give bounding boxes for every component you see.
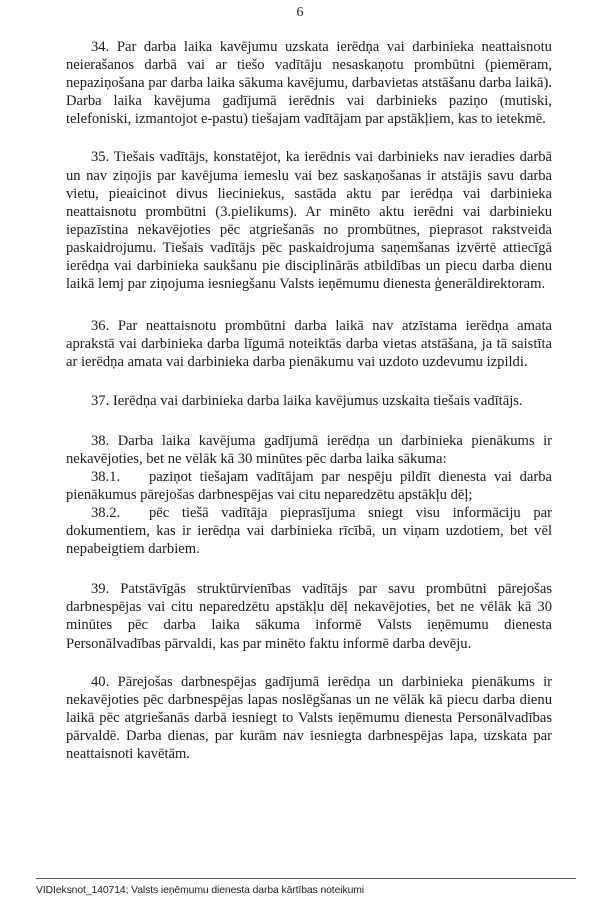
document-body <box>66 38 552 763</box>
paragraph-40 <box>66 673 552 763</box>
paragraph-35 <box>66 148 552 293</box>
subitem-text: paziņot tiešajam vadītājam par nespēju pildīt dienesta vai darba pienākumus pārejošas darbnespējas vai citu neparedzētu apstākļu dēļ; <box>66 468 552 503</box>
subitem-38-2 <box>66 504 552 558</box>
paragraph-text: Tiešais vadītājs, konstatējot, ka ierēdnis vai darbinieks nav ieradies darbā un nav ziņojis par kavējuma iemeslu vai bez saskaņošanas ir atstājis savu darba vietu, pieaicinot divus lieciniekus, sastāda aktu par ierēdņa vai darbinieka neattaisnotu prombūtni (3.pielikums). Ar minēto aktu ierēdni vai darbinieku iepazīstina nekavējoties pēc atgriešanās no prombūtnes, pieprasot rakstveida paskaidrojumu. Tiešais vadītājs pēc paskaidrojuma saņemšanas izvērtē attiecīgā ierēdņa vai darbinieka saukšanu pie disciplinārās atbildības un piecu darba dienu laikā lemj par ziņojuma iesniegšanu Valsts ieņēmumu dienesta ģenerāldirektoram. <box>66 149 552 293</box>
paragraph-34 <box>66 38 552 128</box>
paragraph-number: 34. <box>91 39 110 55</box>
paragraph-text: Pārejošas darbnespējas gadījumā ierēdņa un darbinieka pienākums ir nekavējoties pēc darbnespējas lapas noslēgšanas un ne vēlāk kā piecu darba dienu laikā pēc atgriešanās darbā iesniegt to Valsts ieņēmumu dienesta Personālvadības pārvaldē. Darba dienas, par kurām nav iesniegta darbnespējas lapa, uzskata par neattaisnoti kavētām. <box>66 673 552 762</box>
paragraph-text: Patstāvīgās struktūrvienības vadītājs par savu prombūtni pārejošas darbnespējas vai citu neparedzētu apstākļu dēļ nekavējoties, bet ne vēlāk kā 30 minūtes pēc darba laika sākuma informē Valsts ieņēmumu dienesta Personālvadības pārvaldi, kas par minēto faktu informē darba devēju. <box>66 581 552 652</box>
paragraph-38 <box>66 432 552 468</box>
paragraph-39 <box>66 580 552 652</box>
paragraph-number: 39. <box>91 581 110 598</box>
subitem-number: 38.1. <box>91 468 121 485</box>
paragraph-36 <box>66 317 552 371</box>
subitem-text: pēc tiešā vadītāja pieprasījuma sniegt visu informāciju par dokumentiem, kas ir ierēdņa vai darbinieka rīcībā, un viņam uzdotiem, bet vēl nepabeigtiem darbiem. <box>66 504 552 558</box>
paragraph-text: Darba laika kavējuma gadījumā ierēdņa un darbinieka pienākums ir nekavējoties, bet ne vēlāk kā 30 minūtes pēc darba laika sākuma: <box>66 432 552 467</box>
page-number: 6 <box>296 5 304 20</box>
subitem-number: 38.2. <box>91 504 121 521</box>
paragraph-number: 36. <box>91 318 110 335</box>
paragraph-text: Ierēdņa vai darbinieka darba laika kavējumus uzskaita tiešais vadītājs. <box>112 392 523 409</box>
paragraph-number: 40. <box>91 673 110 690</box>
paragraph-text: Par darba laika kavējumu uzskata ierēdņa vai darbinieka neattaisnotu neierašanos darbā vai ar tiešo vadītāju nesaskaņotu prombūtni (piemēram, nepaziņošana par darba laika sākuma kavējumu, darbavietas atstāšanu darba laikā). Darba laika kavējuma gadījumā ierēdnis vai darbinieks paziņo (mutiski, telefoniski, izmantojot e-pastu) tiešajam vadītājam par apstākļiem, kas to ietekmē. <box>66 39 552 128</box>
paragraph-37 <box>66 392 552 410</box>
paragraph-number: 37. <box>91 392 110 409</box>
paragraph-number: 38. <box>91 432 110 449</box>
paragraph-text: Par neattaisnotu prombūtni darba laikā nav atzīstama ierēdņa amata aprakstā vai darbinieka darba līgumā noteiktās darba vietas atstāšana, ja tā saistīta ar ierēdņa amata vai darbinieka darba pienākumu vai uzdoto uzdevumu izpildi. <box>66 318 553 371</box>
subitem-38-1 <box>66 468 552 504</box>
document-footer: VIDIeksnot_140714; Valsts ieņēmumu dienesta darba kārtības noteikumi <box>36 878 576 900</box>
paragraph-number: 35. <box>91 149 110 166</box>
